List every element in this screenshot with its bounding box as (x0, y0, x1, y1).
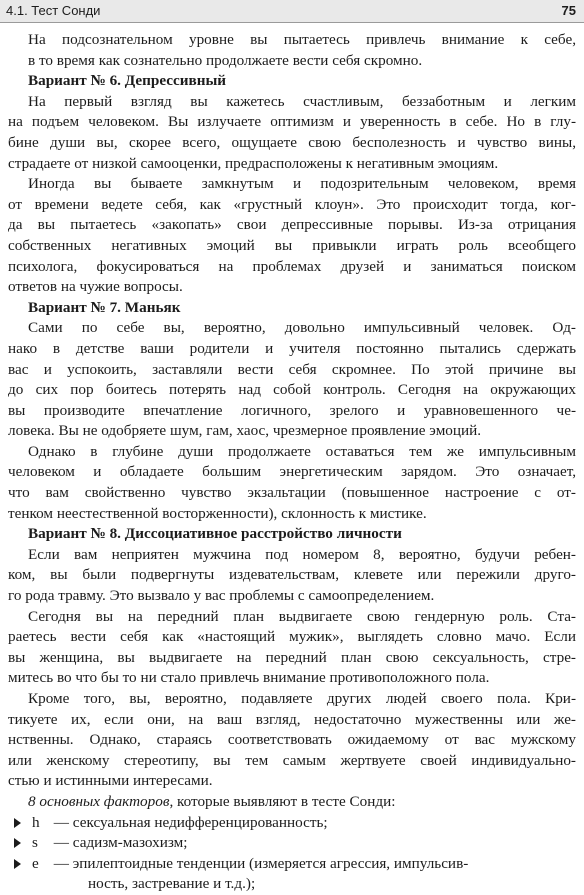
triangle-bullet-icon (14, 859, 21, 869)
text-line: ловека. Вы не одобряете шум, гам, хаос, чрезмерное проявление эмоций. (8, 422, 482, 440)
factor-item-s (8, 833, 576, 854)
factor-item-e (8, 854, 576, 895)
text-line: На первый взгляд вы кажетесь счастливым, беззаботным и легким (28, 92, 576, 110)
text-line: Иногда вы бываете замкнутым и подозрительным человеком, время (28, 175, 576, 193)
text-line: вы производите впечатление логичного, зрелого и уравновешенного че- (8, 401, 576, 419)
paragraph-variant-8-c (8, 689, 576, 792)
text-line: бине души вы, скорее всего, ощущаете свою бесполезность и чувство вины, (8, 133, 576, 151)
triangle-bullet-icon (14, 838, 21, 848)
text-line: Сами по себе вы, вероятно, довольно импульсивный человек. Од- (28, 319, 576, 337)
paragraph-variant-7-b (8, 442, 576, 524)
factor-text-continuation: ность, застревание и т.д.); (88, 875, 256, 893)
text-line: на подъем человеком. Вы излучаете оптимизм и уверенность в себе. Но в глу- (8, 113, 576, 131)
text-line: Сегодня вы на передний план выдвигаете свою гендерную роль. Ста- (28, 607, 576, 625)
text-line: нако в детстве ваши родители и учителя постоянно пытались сдержать (8, 339, 576, 357)
text-line: до сих пор боитесь потерять над собой контроль. Сегодня на окружающих (8, 381, 576, 399)
text-line: ответов на чужие вопросы. (8, 278, 183, 296)
text-line: го рода травму. Это вызвало у вас проблемы с самоопределением. (8, 587, 435, 605)
text-line: психолога, фокусироваться на проблемах друзей и заниматься поиском (8, 257, 576, 275)
text-line: Если вам неприятен мужчина под номером 8, вероятно, будучи ребен- (28, 545, 576, 563)
text-line: от времени ведете себя, как «грустный клоун». Это происходит тогда, ког- (8, 195, 576, 213)
page-number: 75 (561, 3, 576, 18)
text-line: вы женщина, вы выдвигаете на передний план свою сексуальность, стре- (8, 648, 576, 666)
text-line: На подсознательном уровне вы пытаетесь привлечь внимание к себе, (28, 31, 576, 48)
text-line: митесь во что бы то ни стало привлечь внимание противоположного пола. (8, 669, 490, 687)
factor-text: — эпилептоидные тенденции (измеряется агрессия, импульсив- (53, 854, 469, 872)
factor-text: — сексуальная недифференцированность; (53, 813, 328, 831)
factor-code: s (32, 834, 38, 852)
factors-intro (8, 792, 576, 813)
page-body (8, 30, 576, 895)
text-line: человеком и обладаете большим энергетическим зарядом. Это означает, (8, 463, 576, 481)
text-line: или женскому стереотипу, вы тем самым жертвуете своей индивидуально- (8, 751, 576, 769)
text-line: вас и успокоить, заставляли вести себя скромнее. По этой причине вы (8, 360, 576, 378)
text-line: Кроме того, вы, вероятно, подавляете других людей своего пола. Кри- (28, 690, 576, 707)
factors-intro-text: , которые выявляют в тесте Сонди: (169, 792, 396, 810)
text-line: собственных негативных эмоций вы привыкли играть роль всеобщего (8, 236, 576, 254)
factors-list (8, 813, 576, 895)
paragraph-intro (8, 30, 576, 71)
text-line: что вам свойственно чувство экзальтации (повышенное настроение с от- (8, 484, 576, 502)
factors-intro-emphasis: 8 основных факторов (28, 792, 170, 810)
text-line: страдаете от низкой самооценки, предрасположены к негативным эмоциям. (8, 154, 499, 172)
text-line: Однако в глубине души продолжаете оставаться тем же импульсивным (28, 442, 576, 460)
text-line: да вы пытаетесь «закопать» свои депрессивные порывы. Из-за отрицания (8, 216, 576, 234)
text-line: раетесь вести себя как «настоящий мужик», выглядеть словно мачо. Если (8, 628, 576, 646)
paragraph-variant-6-a (8, 92, 576, 174)
paragraph-variant-6-b (8, 174, 576, 298)
heading-variant-7: Вариант № 7. Маньяк (28, 298, 181, 316)
text-line: ком, вы были подвергнуты издевательствам, клевете или пережили друго- (8, 566, 576, 584)
text-line: в то время как сознательно продолжаете вести себя скромно. (28, 51, 423, 69)
triangle-bullet-icon (14, 818, 21, 828)
factor-text: — садизм-мазохизм; (53, 834, 188, 852)
section-title: 4.1. Тест Сонди (6, 3, 101, 18)
text-line: нственны. Однако, стараясь соответствовать ожидаемому от вас мужскому (8, 731, 576, 749)
factor-code: e (32, 854, 39, 872)
text-line: тикуете их, если они, на ваш взгляд, недостаточно мужественны или же- (8, 710, 576, 728)
paragraph-variant-8-a (8, 545, 576, 607)
heading-variant-8: Вариант № 8. Диссоциативное расстройство личности (28, 525, 402, 543)
factor-item-h (8, 813, 576, 834)
factor-code: h (32, 813, 40, 831)
running-header (0, 0, 584, 23)
heading-variant-6: Вариант № 6. Депрессивный (28, 72, 227, 90)
text-line: тенком неестественной восторженности), склонность к мистике. (8, 504, 427, 522)
text-line: стью и истинными интересами. (8, 772, 213, 790)
paragraph-variant-7-a (8, 318, 576, 442)
paragraph-variant-8-b (8, 607, 576, 689)
